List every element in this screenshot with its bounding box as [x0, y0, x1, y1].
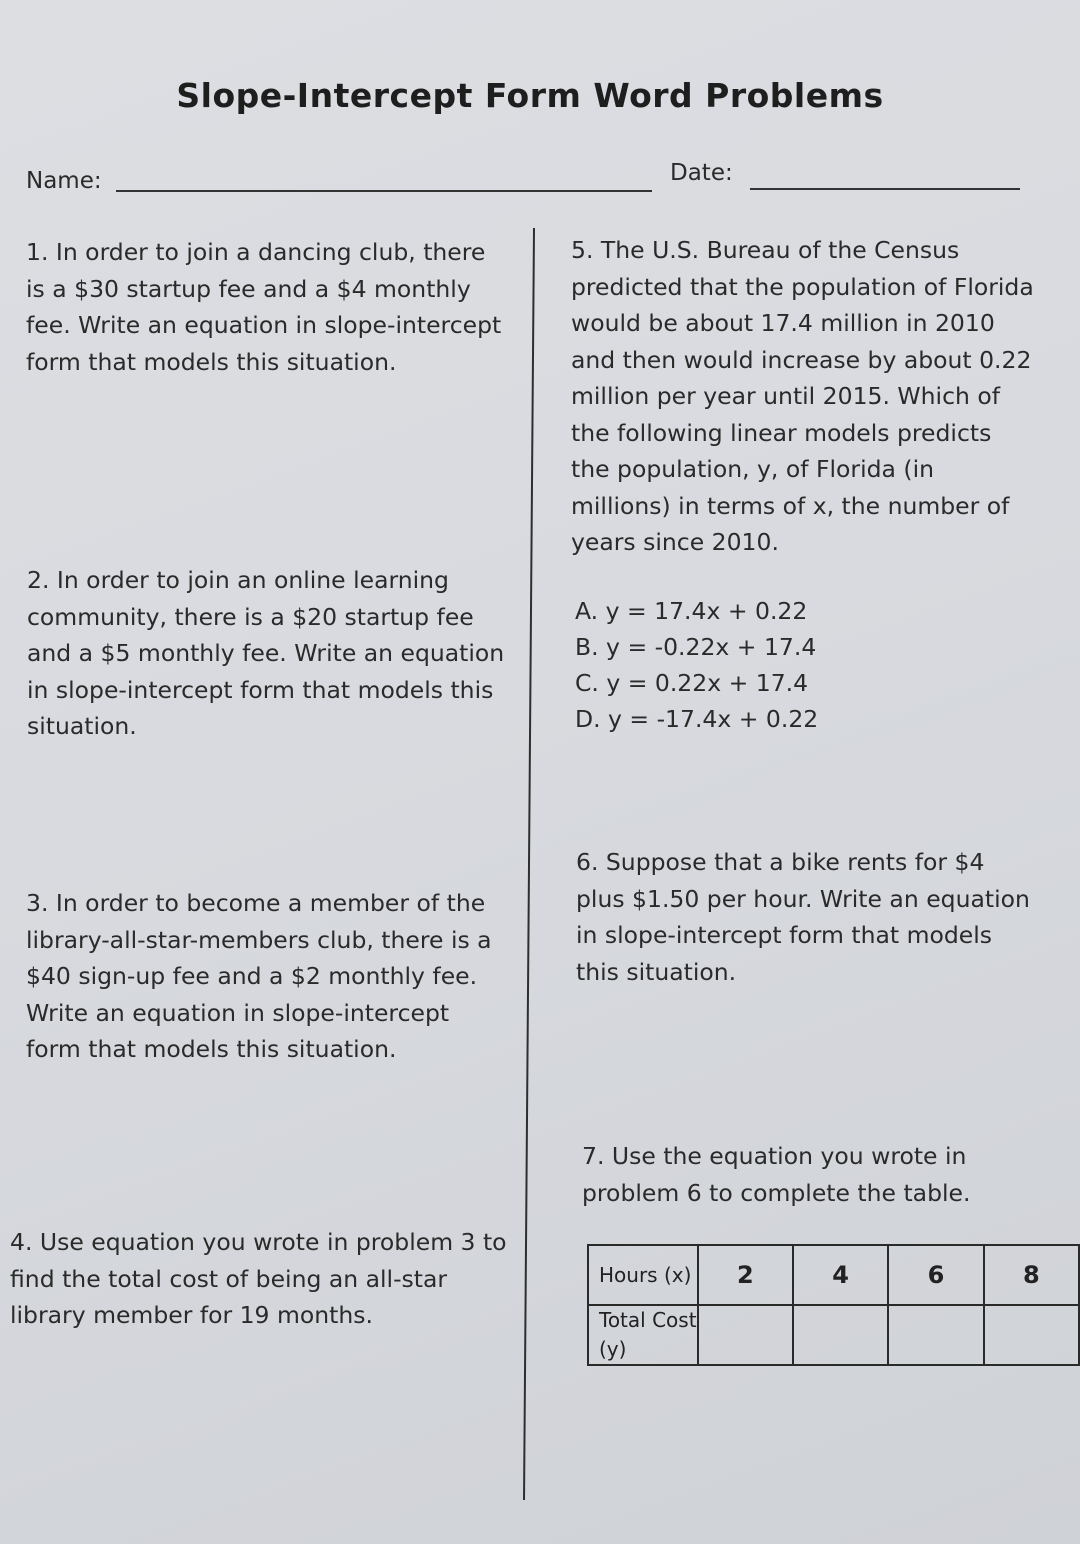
cost-cell-2[interactable]: [793, 1305, 888, 1365]
cost-cell-4[interactable]: [984, 1305, 1079, 1365]
table-row-cost: [588, 1305, 1079, 1365]
hours-value-1: 2: [698, 1245, 793, 1305]
column-divider: [523, 228, 535, 1500]
cost-cell-1[interactable]: [698, 1305, 793, 1365]
hours-value-4: 8: [984, 1245, 1079, 1305]
hours-value-3: 6: [888, 1245, 983, 1305]
hours-value-2: 4: [793, 1245, 888, 1305]
table-row-hours: [588, 1245, 1079, 1305]
choice-d[interactable]: D. y = -17.4x + 0.22: [575, 705, 819, 733]
choice-b[interactable]: B. y = -0.22x + 17.4: [575, 633, 817, 661]
problem-6: 6. Suppose that a bike rents for $4 plus $1.50 per hour. Write an equation in slope-intercept form that models this situation.: [576, 848, 1030, 986]
choice-a[interactable]: A. y = 17.4x + 0.22: [575, 597, 808, 625]
page-title: Slope-Intercept Form Word Problems: [176, 76, 884, 115]
date-blank-line[interactable]: [750, 188, 1020, 190]
cost-cell-3[interactable]: [888, 1305, 983, 1365]
date-label: Date:: [670, 160, 733, 186]
problem-4: 4. Use equation you wrote in problem 3 to find the total cost of being an all-star library member for 19 months.: [10, 1228, 507, 1329]
name-label: Name:: [26, 168, 102, 194]
hours-header: Hours (x): [588, 1245, 698, 1305]
problem-2: 2. In order to join an online learning community, there is a $20 startup fee and a $5 monthly fee. Write an equation in slope-intercept form that models this situation.: [27, 566, 505, 740]
problem-5: 5. The U.S. Bureau of the Census predicted that the population of Florida would be about 17.4 million in 2010 and then would increase by about 0.22 million per year until 2015. Which of the following linear models predicts the population, y, of Florida (in millions) in terms of x, the number of years since 2010.: [571, 236, 1034, 556]
answer-choices: [575, 593, 818, 737]
name-blank-line[interactable]: [116, 190, 652, 192]
choice-c[interactable]: C. y = 0.22x + 17.4: [575, 669, 809, 697]
cost-header: Total Cost (y): [588, 1305, 698, 1365]
problem-1: 1. In order to join a dancing club, there is a $30 startup fee and a $4 monthly fee. Write an equation in slope-intercept form that models this situation.: [26, 238, 502, 376]
problem-7: 7. Use the equation you wrote in problem 6 to complete the table.: [582, 1142, 971, 1207]
hours-cost-table: [587, 1244, 1080, 1366]
problem-3: 3. In order to become a member of the library-all-star-members club, there is a $40 sign-up fee and a $2 monthly fee. Write an equation in slope-intercept form that models this situation.: [26, 889, 492, 1063]
